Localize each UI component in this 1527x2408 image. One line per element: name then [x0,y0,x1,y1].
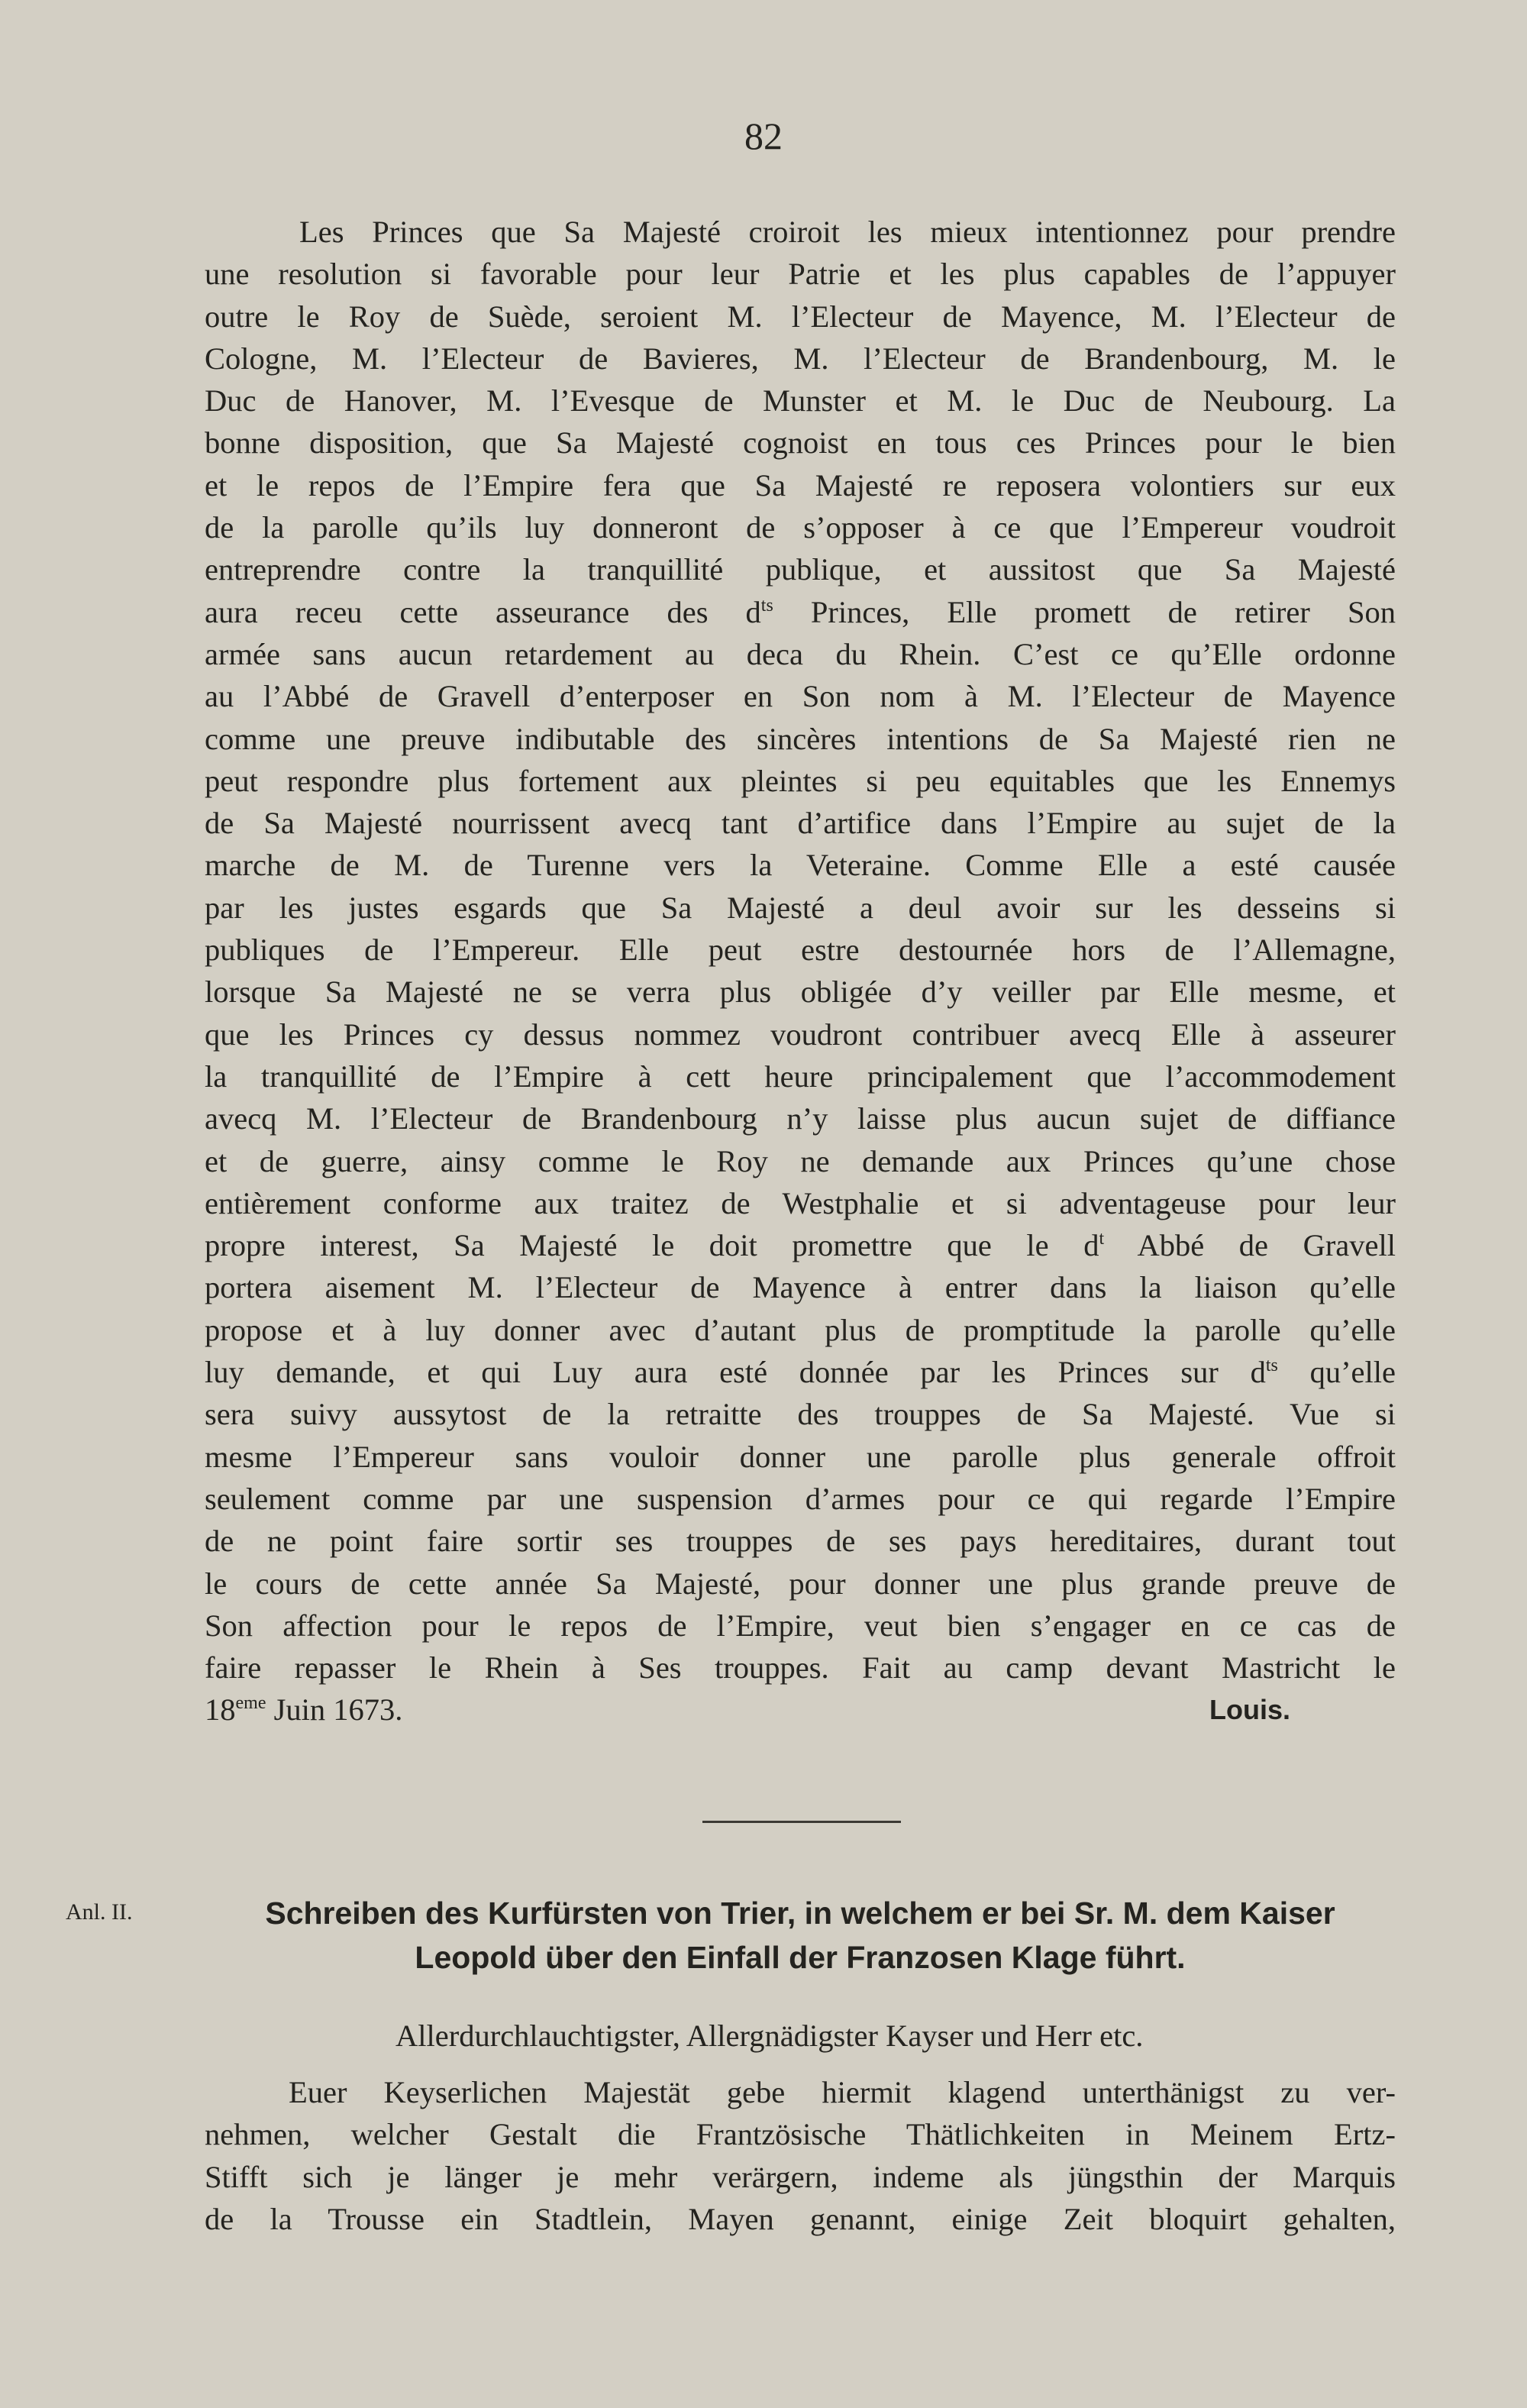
annex-label: Anl. II. [66,1899,133,1925]
annex-heading [205,1891,1396,1980]
text-line: que les Princes cy dessus nommez voudront contribuer avecq Elle à asseurer [205,1017,1396,1052]
text-line: sera suivy aussytost de la retraitte des trouppes de Sa Majesté. Vue si [205,1397,1396,1432]
text-line: propre interest, Sa Majesté le doit promettre que le $d^t$ Abbé de Gravell [205,1228,1396,1263]
text-line: une resolution si favorable pour leur Patrie et les plus capables de l’appuyer [205,257,1396,292]
text-line: portera aisement M. l’Electeur de Mayence à entrer dans la liaison qu’elle [205,1270,1396,1305]
text-line: peut respondre plus fortement aux pleintes si peu equitables que les Ennemys [205,763,1396,798]
signature: Louis. [1209,1694,1290,1726]
date: 18eme Juin 1673. [205,1692,403,1728]
text-line: de la Trousse ein Stadtlein, Mayen genannt, einige Zeit bloquirt gehalten, [205,2201,1396,2236]
text-line: nehmen, welcher Gestalt die Frantzösische Thätlichkeiten in Meinem Ertz- [205,2117,1396,2152]
text-line: mesme l’Empereur sans vouloir donner une parolle plus generale offroit [205,1439,1396,1474]
text-line: seulement comme par une suspension d’armes pour ce qui regarde l’Empire [205,1481,1396,1516]
text-line: outre le Roy de Suède, seroient M. l’Electeur de Mayence, M. l’Electeur de [205,299,1396,334]
text-line: aura receu cette asseurance des $d^{ts}$ Princes, Elle promett de retirer Son [205,594,1396,629]
text-line: bonne disposition, que Sa Majesté cognoist en tous ces Princes pour le bien [205,425,1396,461]
text-line: faire repasser le Rhein à Ses trouppes. Fait au camp devant Mastricht le [205,1650,1396,1686]
text-line: entièrement conforme aux traitez de Westphalie et si adventageuse pour leur [205,1185,1396,1220]
text-line: et le repos de l’Empire fera que Sa Majesté re reposera volontiers sur eux [205,467,1396,503]
text-line: marche de M. de Turenne vers la Veteraine. Comme Elle a esté causée [205,848,1396,883]
german-letter-text [205,2071,1396,2240]
text-line: de Sa Majesté nourrissent avecq tant d’artifice dans l’Empire au sujet de la [205,806,1396,841]
heading-line: Leopold über den Einfall der Franzosen Klage führt. [415,1940,1186,1975]
text-line: le cours de cette année Sa Majesté, pour donner une plus grande preuve de [205,1566,1396,1601]
text-line: Duc de Hanover, M. l’Evesque de Munster et M. le Duc de Neubourg. La [205,383,1396,419]
text-line: publiques de l’Empereur. Elle peut estre destournée hors de l’Allemagne, [205,932,1396,968]
text-line: Son affection pour le repos de l’Empire, veut bien s’engager en ce cas de [205,1608,1396,1643]
date-line [205,1689,1396,1731]
text-line: avecq M. l’Electeur de Brandenbourg n’y laisse plus aucun sujet de diffiance [205,1101,1396,1136]
text-line: comme une preuve indibutable des sincères intentions de Sa Majesté rien ne [205,721,1396,756]
text-line: Cologne, M. l’Electeur de Bavieres, M. l’Electeur de Brandenbourg, M. le [205,341,1396,376]
text-line: armée sans aucun retardement au deca du Rhein. C’est ce qu’Elle ordonne [205,636,1396,671]
page-number: 82 [744,115,783,157]
text-line: propose et à luy donner avec d’autant plus de promptitude la parolle qu’elle [205,1312,1396,1347]
text-line: par les justes esgards que Sa Majesté a deul avoir sur les desseins si [205,890,1396,925]
french-letter-text [205,211,1396,1731]
text-line: de ne point faire sortir ses trouppes de ses pays hereditaires, durant tout [205,1524,1396,1559]
text-line: lorsque Sa Majesté ne se verra plus obligée d’y veiller par Elle mesme, et [205,975,1396,1010]
text-line: de la parolle qu’ils luy donneront de s’opposer à ce que l’Empereur voudroit [205,510,1396,545]
salutation: Allerdurchlauchtigster, Allergnädigster Kayser und Herr etc. [395,2019,1144,2053]
text-line: la tranquillité de l’Empire à cett heure principalement que l’accommodement [205,1059,1396,1094]
section-divider [702,1821,901,1823]
text-line: Euer Keyserlichen Majestät gebe hiermit klagend unterthänigst zu ver- [289,2075,1396,2109]
text-line: Les Princes que Sa Majesté croiroit les mieux intentionnez pour prendre [299,215,1396,249]
heading-line: Schreiben des Kurfürsten von Trier, in welchem er bei Sr. M. dem Kaiser [265,1896,1335,1931]
text-line: et de guerre, ainsy comme le Roy ne demande aux Princes qu’une chose [205,1143,1396,1178]
text-line: entreprendre contre la tranquillité publique, et aussitost que Sa Majesté [205,552,1396,587]
text-line: luy demande, et qui Luy aura esté donnée par les Princes sur $d^{ts}$ qu’elle [205,1355,1396,1390]
text-line: au l’Abbé de Gravell d’enterposer en Son nom à M. l’Electeur de Mayence [205,679,1396,714]
text-line: Stifft sich je länger je mehr verärgern, indeme als jüngsthin der Marquis [205,2159,1396,2194]
